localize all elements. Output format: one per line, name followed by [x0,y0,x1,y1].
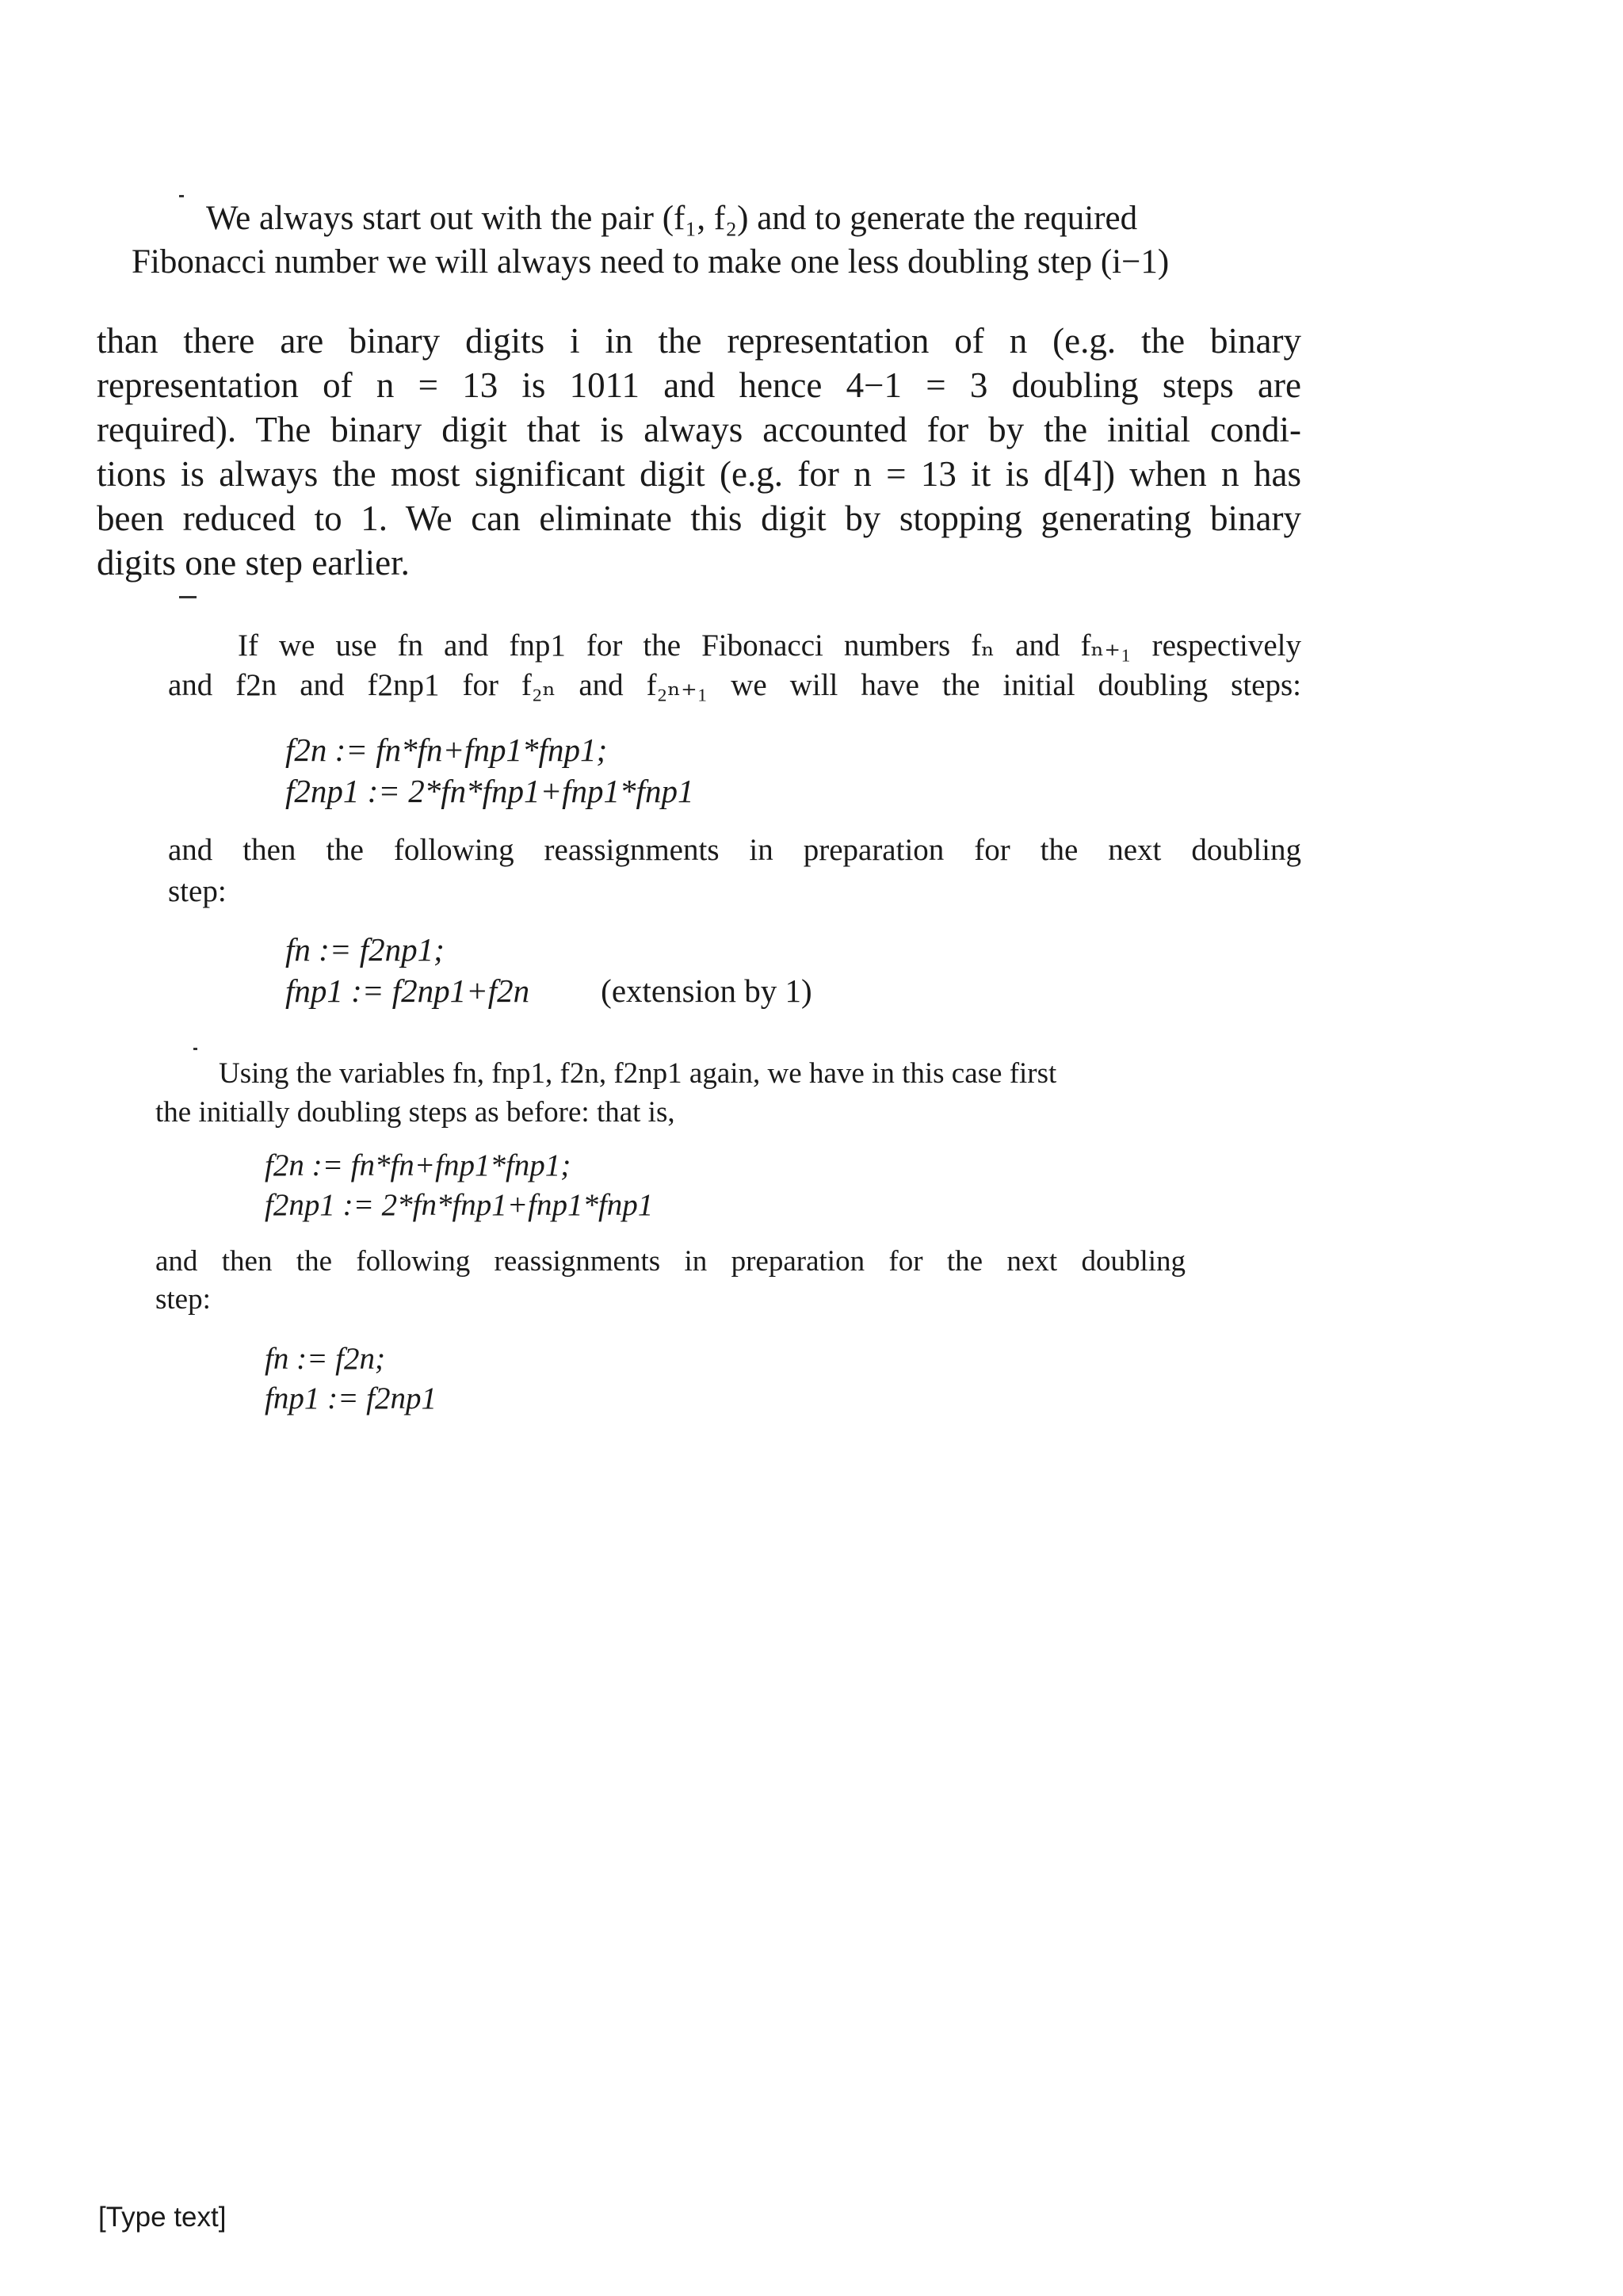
scan-mark [179,596,197,598]
code-note: (extension by 1) [601,972,812,1009]
text-line: We always start out with the pair (f₁, f₂) and to generate the required [206,200,1138,237]
text-line: and then the following reassignments in preparation for the next doubling [168,833,1301,867]
paragraph-variables [168,626,1301,705]
code-line: f2np1 := 2*fn*fnp1+fnp1*fnp1 [265,1188,654,1222]
text-line: and f2n and f2np1 for f₂ₙ and f₂ₙ₊₁ we will have the initial doubling steps: [168,668,1301,702]
text-line: than there are binary digits i in the representation of n (e.g. the binary [97,321,1301,361]
text-line: Using the variables fn, fnp1, f2n, f2np1 again, we have in this case first [219,1057,1057,1090]
text-line: required). The binary digit that is always accounted for by the initial condi- [97,410,1301,449]
code-line: f2np1 := 2*fn*fnp1+fnp1*fnp1 [285,773,694,809]
text-line: been reduced to 1. We can eliminate this digit by stopping generating binary [97,499,1301,538]
code-block-doubling-2 [265,1146,653,1225]
footer-placeholder[interactable]: [Type text] [98,2202,227,2233]
text-line: step: [168,874,227,908]
paragraph-intro [132,197,1312,284]
code-line: fn := f2np1; [285,931,445,968]
text-line: digits one step earlier. [97,543,410,583]
text-line: and then the following reassignments in preparation for the next doubling [155,1245,1186,1278]
code-line: f2n := fn*fn+fnp1*fnp1; [265,1148,571,1182]
code-line: fnp1 := f2np1+f2n [285,972,530,1009]
text-line: tions is always the most significant digit (e.g. for n = 13 it is d[4]) when n has [97,454,1301,494]
code-line: fnp1 := f2np1 [265,1381,437,1415]
code-block-reassign-2 [265,1339,437,1419]
code-line: fn := f2n; [265,1342,385,1376]
text-line: the initially doubling steps as before: that is, [155,1096,675,1129]
text-line: Fibonacci number we will always need to make one less doubling step (i−1) [132,243,1170,281]
text-line: If we use fn and fnp1 for the Fibonacci numbers fₙ and fₙ₊₁ respectively [238,628,1301,663]
paragraph-using-variables [155,1054,1186,1132]
paragraph-reassignments-2 [155,1243,1186,1319]
code-block-doubling [285,729,693,812]
paragraph-reassignments [168,830,1301,912]
code-block-reassign-extension [285,929,812,1011]
text-line: representation of n = 13 is 1011 and hence 4−1 = 3 doubling steps are [97,365,1301,405]
paragraph-binary-digits [97,319,1301,585]
scan-mark [193,1048,197,1050]
code-line: f2n := fn*fn+fnp1*fnp1; [285,732,608,768]
text-line: step: [155,1283,211,1316]
